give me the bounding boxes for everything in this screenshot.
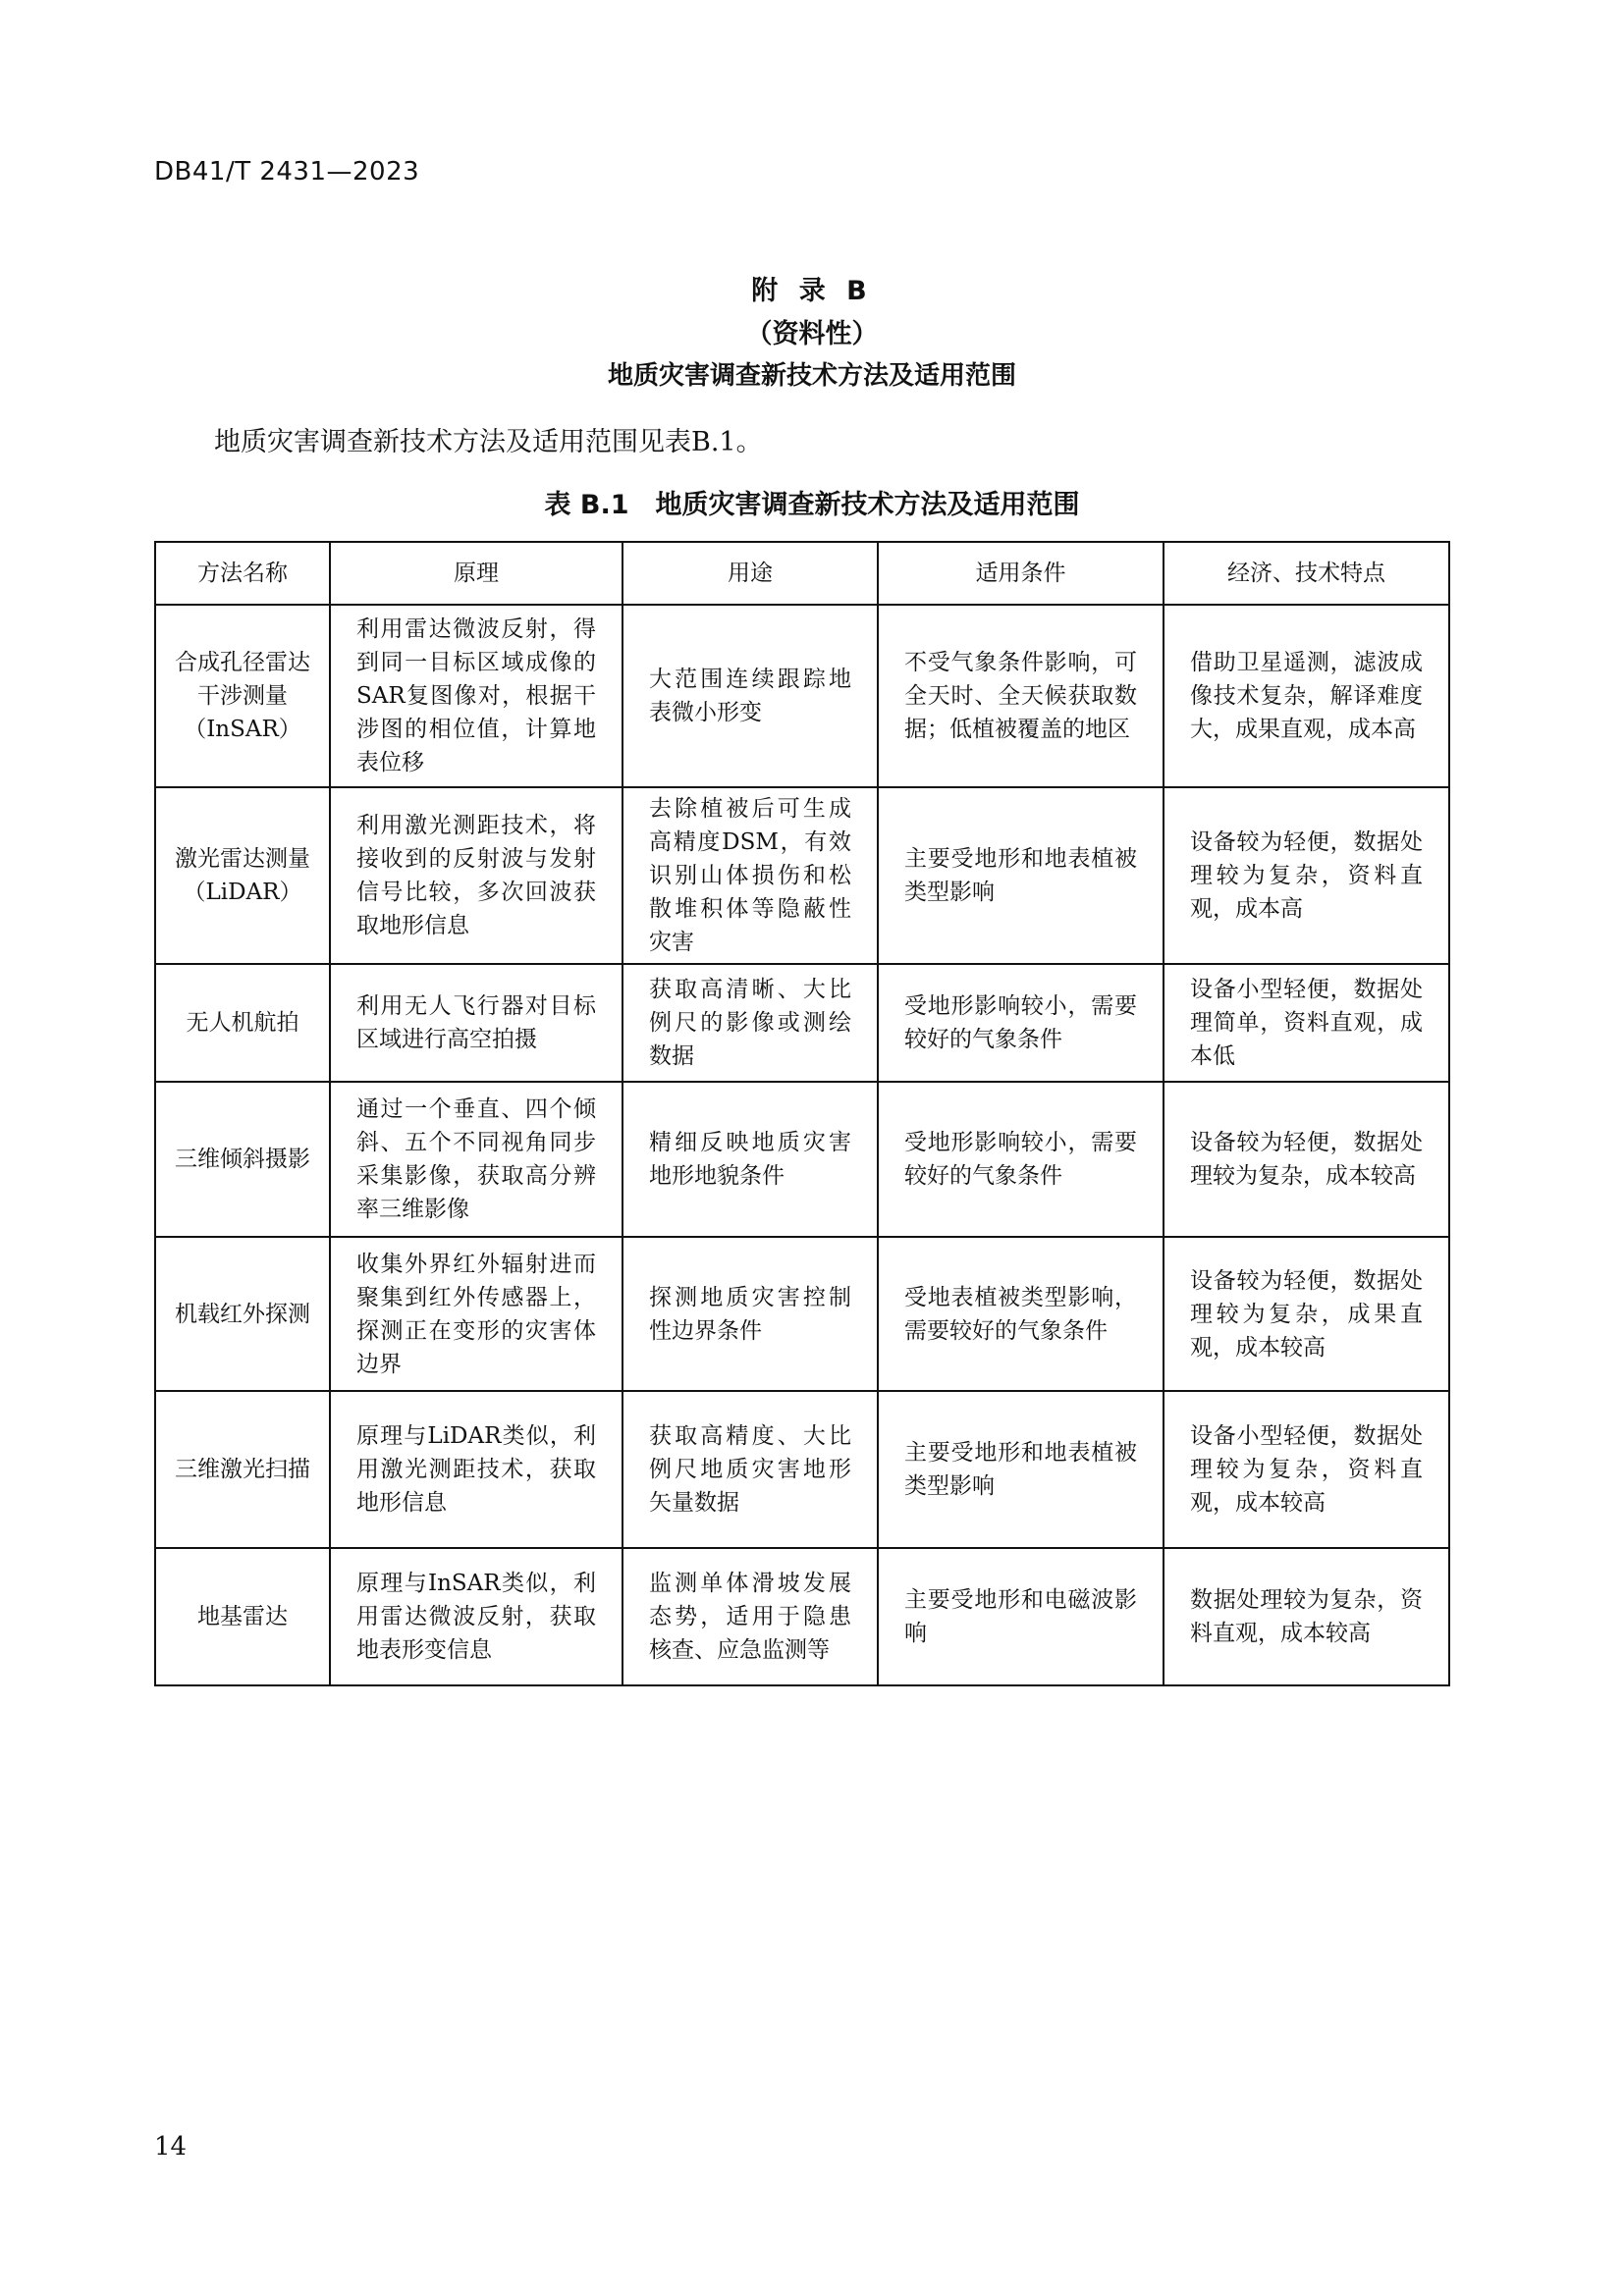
- table-caption: 表 B.1 地质灾害调查新技术方法及适用范围: [544, 490, 1080, 520]
- use-cell: 监测单体滑坡发展态势，适用于隐患核查、应急监测等: [623, 1548, 878, 1685]
- table-row: [155, 1237, 1449, 1391]
- features-cell: 借助卫星遥测，滤波成像技术复杂，解译难度大，成果直观，成本高: [1164, 605, 1449, 787]
- principle-cell: 利用无人飞行器对目标区域进行高空拍摄: [330, 964, 623, 1082]
- features-cell: 数据处理较为复杂，资料直观，成本较高: [1164, 1548, 1449, 1685]
- intro-paragraph: 地质灾害调查新技术方法及适用范围见表B.1。: [214, 427, 763, 457]
- column-header-principle: 原理: [330, 542, 623, 605]
- principle-cell: 利用雷达微波反射，得到同一目标区域成像的SAR复图像对，根据干涉图的相位值，计算地表位移: [330, 605, 623, 787]
- method-name-cell: 合成孔径雷达干涉测量（InSAR）: [155, 605, 330, 787]
- table-row: [155, 787, 1449, 964]
- condition-cell: 受地形影响较小，需要较好的气象条件: [878, 964, 1164, 1082]
- use-cell: 探测地质灾害控制性边界条件: [623, 1237, 878, 1391]
- page-number: 14: [154, 2132, 188, 2162]
- principle-cell: 利用激光测距技术，将接收到的反射波与发射信号比较，多次回波获取地形信息: [330, 787, 623, 964]
- appendix-subtitle: （资料性）: [745, 319, 879, 349]
- condition-cell: 主要受地形和地表植被类型影响: [878, 1391, 1164, 1548]
- method-name-cell: 地基雷达: [155, 1548, 330, 1685]
- methods-table: [154, 541, 1450, 1686]
- principle-cell: 通过一个垂直、四个倾斜、五个不同视角同步采集影像，获取高分辨率三维影像: [330, 1082, 623, 1237]
- column-header-use: 用途: [623, 542, 878, 605]
- condition-cell: 主要受地形和电磁波影响: [878, 1548, 1164, 1685]
- method-name-cell: 机载红外探测: [155, 1237, 330, 1391]
- principle-cell: 原理与LiDAR类似，利用激光测距技术，获取地形信息: [330, 1391, 623, 1548]
- appendix-title: 附 录 B: [751, 276, 873, 306]
- use-cell: 大范围连续跟踪地表微小形变: [623, 605, 878, 787]
- table-row: [155, 605, 1449, 787]
- appendix-heading: 地质灾害调查新技术方法及适用范围: [607, 361, 1016, 391]
- features-cell: 设备较为轻便，数据处理较为复杂，成果直观，成本较高: [1164, 1237, 1449, 1391]
- condition-cell: 受地表植被类型影响，需要较好的气象条件: [878, 1237, 1164, 1391]
- document-code: DB41/T 2431—2023: [154, 157, 420, 187]
- principle-cell: 原理与InSAR类似，利用雷达微波反射，获取地表形变信息: [330, 1548, 623, 1685]
- method-name-cell: 无人机航拍: [155, 964, 330, 1082]
- condition-cell: 受地形影响较小，需要较好的气象条件: [878, 1082, 1164, 1237]
- table-row: [155, 1548, 1449, 1685]
- features-cell: 设备小型轻便，数据处理简单，资料直观，成本低: [1164, 964, 1449, 1082]
- table-header-row: [155, 542, 1449, 605]
- method-name-cell: 三维激光扫描: [155, 1391, 330, 1548]
- use-cell: 精细反映地质灾害地形地貌条件: [623, 1082, 878, 1237]
- column-header-features: 经济、技术特点: [1164, 542, 1449, 605]
- table-row: [155, 964, 1449, 1082]
- table-row: [155, 1082, 1449, 1237]
- condition-cell: 不受气象条件影响，可全天时、全天候获取数据；低植被覆盖的地区: [878, 605, 1164, 787]
- method-name-cell: 激光雷达测量（LiDAR）: [155, 787, 330, 964]
- table-row: [155, 1391, 1449, 1548]
- column-header-method: 方法名称: [155, 542, 330, 605]
- features-cell: 设备较为轻便，数据处理较为复杂，资料直观，成本高: [1164, 787, 1449, 964]
- use-cell: 获取高精度、大比例尺地质灾害地形矢量数据: [623, 1391, 878, 1548]
- features-cell: 设备小型轻便，数据处理较为复杂，资料直观，成本较高: [1164, 1391, 1449, 1548]
- condition-cell: 主要受地形和地表植被类型影响: [878, 787, 1164, 964]
- use-cell: 去除植被后可生成高精度DSM，有效识别山体损伤和松散堆积体等隐蔽性灾害: [623, 787, 878, 964]
- use-cell: 获取高清晰、大比例尺的影像或测绘数据: [623, 964, 878, 1082]
- principle-cell: 收集外界红外辐射进而聚集到红外传感器上，探测正在变形的灾害体边界: [330, 1237, 623, 1391]
- method-name-cell: 三维倾斜摄影: [155, 1082, 330, 1237]
- column-header-condition: 适用条件: [878, 542, 1164, 605]
- features-cell: 设备较为轻便，数据处理较为复杂，成本较高: [1164, 1082, 1449, 1237]
